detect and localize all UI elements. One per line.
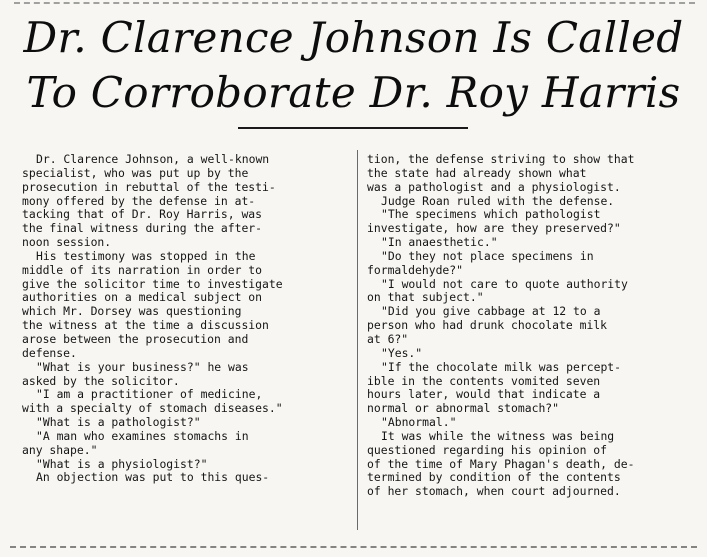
article-line: which Mr. Dorsey was questioning xyxy=(22,305,242,319)
article-line: defense. xyxy=(22,346,77,360)
article-line: "The specimens which pathologist xyxy=(381,208,601,222)
article-line: middle of its narration in order to xyxy=(22,263,263,277)
article-line: "I would not care to quote authority xyxy=(381,277,628,291)
article-line: questioned regarding his opinion of xyxy=(367,443,608,457)
article-line: the final witness during the after- xyxy=(22,222,263,236)
article-line: "Do they not place specimens in xyxy=(381,249,594,263)
article-line: tacking that of Dr. Roy Harris, was xyxy=(22,208,263,222)
article-line: specialist, who was put up by the xyxy=(22,166,249,180)
article-line: prosecution in rebuttal of the testi- xyxy=(22,180,276,194)
headline-line-1: Dr. Clarence Johnson Is Called xyxy=(23,13,684,62)
article-line: "If the chocolate milk was percept- xyxy=(381,360,622,374)
article-line: of her stomach, when court adjourned. xyxy=(367,485,621,499)
article-line: give the solicitor time to investigate xyxy=(22,277,283,291)
article-line: Dr. Clarence Johnson, a well-known xyxy=(36,153,270,166)
article-line: Judge Roan ruled with the defense. xyxy=(381,194,615,208)
article-line: the witness at the time a discussion xyxy=(22,319,269,333)
article-line: ible in the contents vomited seven xyxy=(367,374,601,388)
article-line: formaldehyde?" xyxy=(367,263,464,277)
article-line: "What is your business?" he was xyxy=(36,360,249,374)
article-line: authorities on a medical subject on xyxy=(22,291,263,305)
article-line: noon session. xyxy=(22,236,112,250)
article-column-right xyxy=(367,153,699,499)
article-line: "Did you give cabbage at 12 to a xyxy=(381,305,601,319)
article-line: termined by condition of the contents xyxy=(367,471,621,485)
article-line: the state had already shown what xyxy=(367,166,587,180)
article-line: investigate, how are they preserved?" xyxy=(367,222,621,236)
bottom-column-rule xyxy=(10,546,697,552)
article-line: "In anaesthetic." xyxy=(381,236,498,250)
article-line: any shape." xyxy=(22,443,98,457)
article-line: on that subject." xyxy=(367,291,484,305)
article-line: asked by the solicitor. xyxy=(22,374,180,388)
article-line: hours later, would that indicate a xyxy=(367,388,601,402)
headline-line-2: To Corroborate Dr. Roy Harris xyxy=(26,68,681,117)
headline-rule xyxy=(238,127,468,129)
article-line: was a pathologist and a physiologist. xyxy=(367,180,621,194)
article-line: person who had drunk chocolate milk xyxy=(367,319,608,333)
article-line: It was while the witness was being xyxy=(381,429,615,443)
article-line: An objection was put to this ques- xyxy=(36,471,270,485)
article-column-left xyxy=(22,153,348,485)
article-line: of the time of Mary Phagan's death, de- xyxy=(367,457,635,471)
article-line: "Yes." xyxy=(381,346,423,360)
article-line: "What is a pathologist?" xyxy=(36,416,201,430)
article-line: "A man who examines stomachs in xyxy=(36,429,249,443)
column-divider xyxy=(357,150,358,530)
article-line: with a specialty of stomach diseases." xyxy=(22,402,283,416)
article-line: "Abnormal." xyxy=(381,416,457,430)
article-line: at 6?" xyxy=(367,332,409,346)
headline xyxy=(0,10,707,120)
article-line: "What is a physiologist?" xyxy=(36,457,208,471)
article-line: arose between the prosecution and xyxy=(22,332,249,346)
article-line: mony offered by the defense in at- xyxy=(22,194,256,208)
top-column-rule xyxy=(14,2,695,9)
article-line: His testimony was stopped in the xyxy=(36,249,256,263)
article-line: tion, the defense striving to show that xyxy=(367,153,635,166)
article-line: normal or abnormal stomach?" xyxy=(367,402,560,416)
article-line: "I am a practitioner of medicine, xyxy=(36,388,263,402)
